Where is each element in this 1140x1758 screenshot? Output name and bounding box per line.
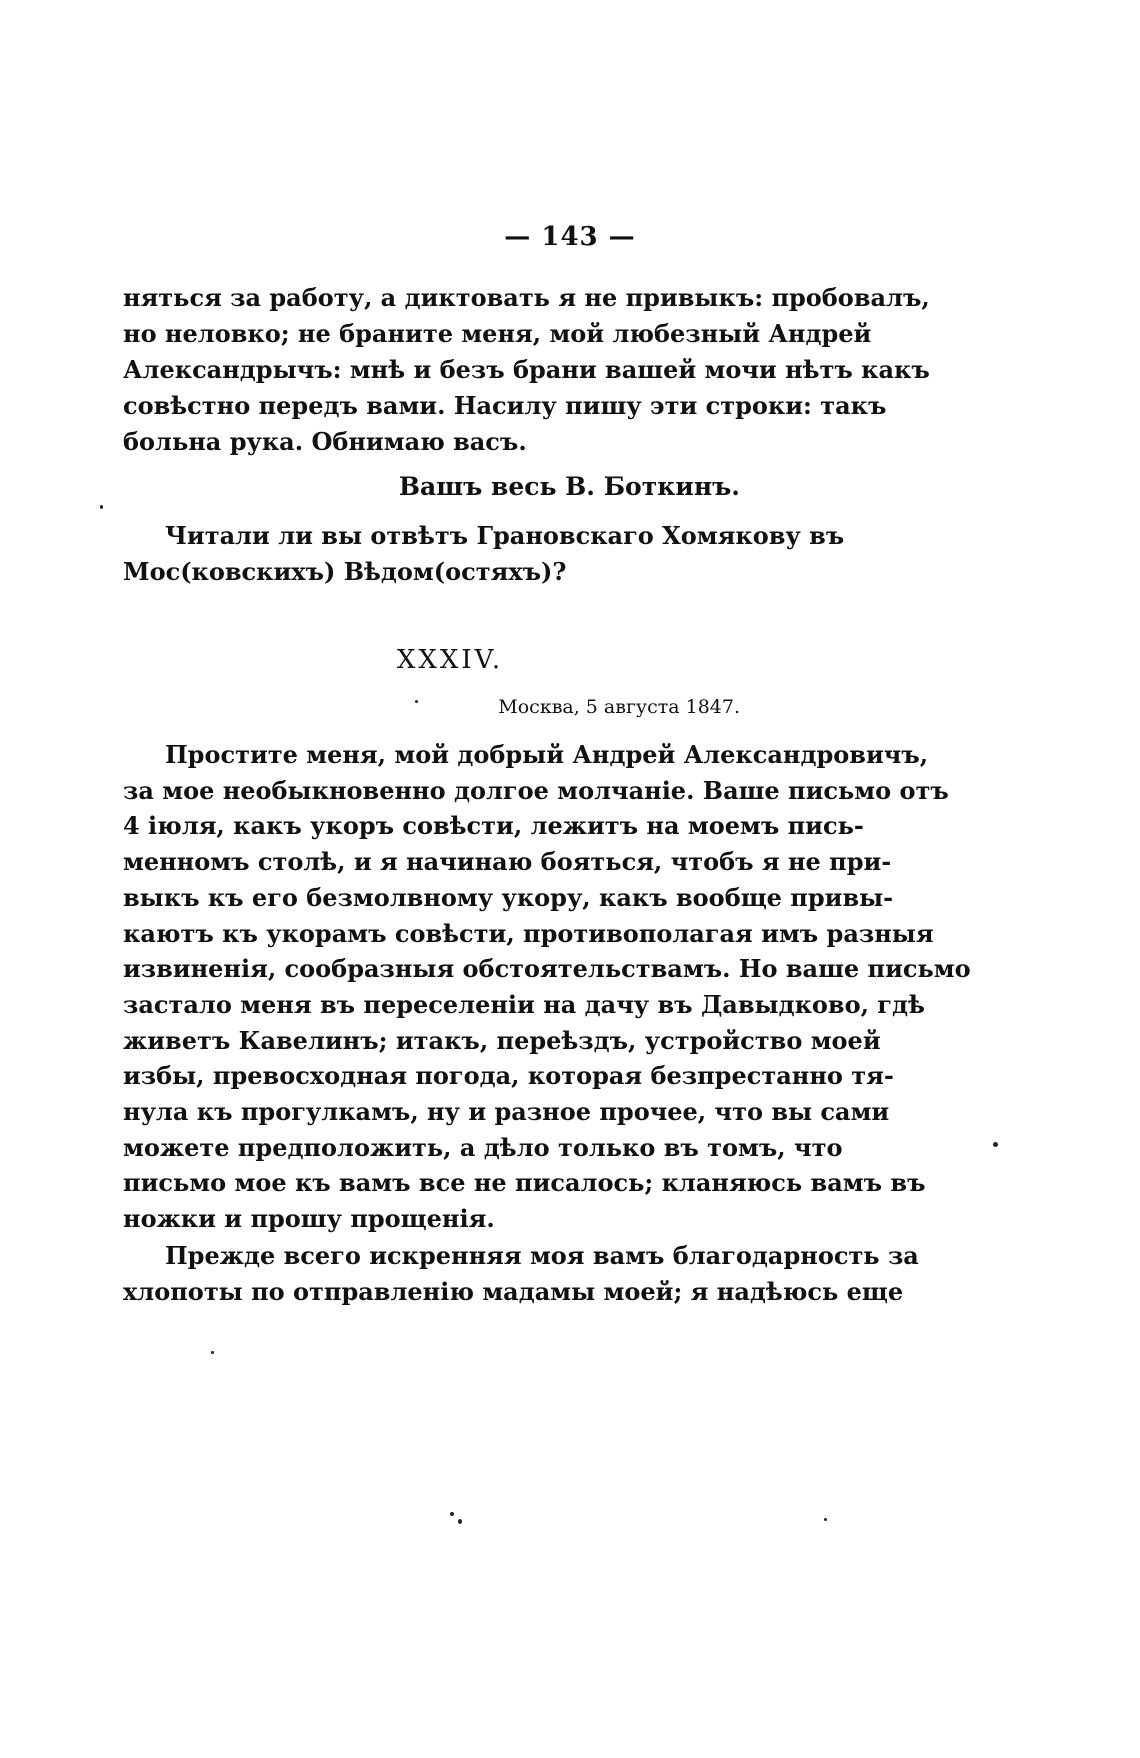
text-line: Александрычъ: мнѣ и безъ брани вашей мочи нѣтъ какъ — [123, 355, 930, 384]
scan-speck — [824, 1518, 827, 1521]
text-line: совѣстно передъ вами. Насилу пишу эти строки: такъ — [123, 391, 887, 420]
text-line: живетъ Кавелинъ; итакъ, переѣздъ, устройство моей — [123, 1025, 881, 1055]
letter-number-heading: XXXIV. — [396, 645, 504, 675]
text-line: можете предположить, а дѣло только въ томъ, что — [123, 1132, 843, 1162]
text-line: Простите меня, мой добрый Андрей Александровичъ, — [165, 740, 929, 769]
paragraph-2 — [123, 1238, 919, 1309]
signature: Вашъ весь В. Боткинъ. — [398, 472, 740, 501]
text-line: ножки и прошу прощенія. — [123, 1204, 495, 1234]
postscript — [123, 518, 845, 590]
scan-speck — [450, 1512, 454, 1516]
text-line: няться за работу, а диктовать я не привыкъ: пробовалъ, — [123, 283, 930, 312]
text-line: Читали ли вы отвѣтъ Грановскаго Хомякову въ — [165, 521, 845, 550]
letter-end-text — [123, 280, 930, 460]
text-line: менномъ столѣ, и я начинаю бояться, чтобъ я не при- — [123, 847, 892, 877]
scan-speck — [458, 1519, 462, 1524]
text-line: письмо мое къ вамъ все не писалось; кланяюсь вамъ въ — [123, 1168, 926, 1198]
scan-speck — [993, 1142, 998, 1147]
text-line: избы, превосходная погода, которая безпрестанно тя- — [123, 1061, 894, 1091]
text-line: но неловко; не браните меня, мой любезный Андрей — [123, 319, 872, 348]
scan-speck — [211, 1351, 214, 1354]
text-line: выкъ къ его безмолвному укору, какъ вообще привы- — [123, 882, 894, 912]
scan-speck — [100, 505, 103, 509]
text-line: Мос(ковскихъ) Вѣдом(остяхъ)? — [123, 557, 567, 586]
scan-speck — [415, 700, 418, 703]
text-line: нула къ прогулкамъ, ну и разное прочее, что вы сами — [123, 1097, 890, 1127]
page-number: — 143 — — [504, 222, 636, 252]
text-line: за мое необыкновенно долгое молчаніе. Ваше письмо отъ — [123, 775, 949, 805]
letter-dateline: Москва, 5 августа 1847. — [498, 696, 740, 718]
text-line: извиненія, сообразныя обстоятельствамъ. Но ваше письмо — [123, 954, 971, 984]
paragraph-1 — [123, 737, 971, 1237]
text-line: больна рука. Обнимаю васъ. — [123, 427, 527, 456]
text-line: 4 іюля, какъ укоръ совѣсти, лежитъ на моемъ пись- — [123, 811, 864, 841]
text-line: хлопоты по отправленію мадамы моей; я надѣюсь еще — [123, 1276, 904, 1306]
text-line: застало меня въ переселеніи на дачу въ Давыдково, гдѣ — [123, 989, 925, 1019]
text-line: Прежде всего искренняя моя вамъ благодарность за — [165, 1241, 919, 1270]
text-line: каютъ къ укорамъ совѣсти, противополагая имъ разныя — [123, 918, 934, 948]
